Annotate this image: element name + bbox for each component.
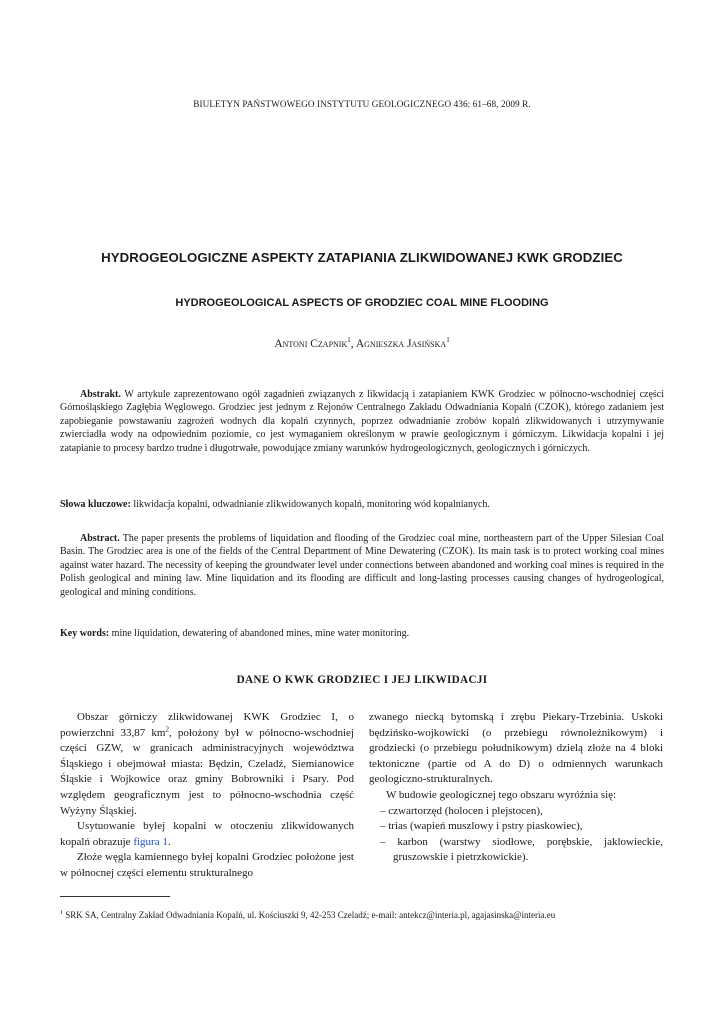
body-paragraph [60,710,354,819]
running-head: BIULETYN PAŃSTWOWEGO INSTYTUTU GEOLOGICZNEGO 436: 61–68, 2009 R. [193,99,531,109]
body-text: Usytuowanie byłej kopalni w otoczeniu zlikwidowanych kopalń obrazuje [60,820,354,848]
keywords-en-text: mine liquidation, dewatering of abandoned mines, mine water monitoring. [109,628,410,639]
body-text: , położony był w północno-wschodniej części GZW, w granicach administracyjnych województwa Śląskiego i obejmował miasta: Będzin, Czeladź, Siemianowice Śląskie i Wojkowice oraz gminy Bobrowniki i Psary. Pod względem geograficznym jest to północno-wschodnia część Wyżyny Śląskiej. [60,726,354,817]
list-item: – karbon (warstwy siodłowe, porębskie, jaklowieckie, gruszowskie i pietrzkowickie). [380,835,663,864]
geology-list [369,804,663,866]
abstract-pl-label: Abstrakt. [80,389,121,400]
body-column-right [369,710,663,866]
author-name: Agnieszka Jasińska [355,337,447,350]
list-item: – trias (wapień muszlowy i pstry piaskowiec), [380,820,583,833]
author-affiliation-marker: 1 [446,336,450,344]
keywords-en-label: Key words: [60,628,110,639]
body-paragraph: Złoże węgla kamiennego byłej kopalni Grodziec położone jest w północnej części elementu strukturalnego [60,851,354,879]
keywords-pl-label: Słowa kluczowe: [60,499,131,510]
paper-title-en: HYDROGEOLOGICAL ASPECTS OF GRODZIEC COAL MINE FLOODING [175,297,549,309]
footnote [60,910,664,920]
abstract-en-label: Abstract. [80,533,120,544]
footnote-divider [60,896,170,897]
body-paragraph: zwanego niecką bytomską i zrębu Piekary-Trzebinia. Uskoki będzińsko-wojkowicki (o przebiegu równoleżnikowym) i grodziecki (o przebiegu południkowym) dzielą złoże na 4 bloki tektoniczne (partie od A do D) o odmiennych warunkach geologiczno-strukturalnych. [369,711,663,786]
superscript: 2 [165,724,169,733]
keywords-pl-text: likwidacja kopalni, odwadnianie zlikwidowanych kopalń, monitoring wód kopalnianych. [130,499,490,510]
body-column-left [60,710,354,882]
abstract-pl-text: W artykule zaprezentowano ogół zagadnień związanych z likwidacją i zatapianiem KWK Grodziec w północno-wschodniej części Górnośląskiego Zagłębia Węglowego. Grodziec jest jednym z Rejonów Centralnego Zakładu Odwadniania Kopalń (CZOK), którego zadaniem jest zapobieganie powstawaniu zagrożeń wodnych dla kopalń czynnych, poprzez odwadnianie zrobów kopalń zlikwidowanych i utrzymywanie zwierciadła wody na odpowiednim poziomie, co jest wymaganiem określonym w prawie geologicznym i górniczym. Likwidacja kopalni i jej zatapianie to procesy bardzo trudne i długotrwałe, powodujące zmiany warunków hydrogeologicznych, geologicznych i górniczych. [60,389,664,454]
abstract-en-text: The paper presents the problems of liquidation and flooding of the Grodziec coal mine, northeastern part of the Upper Silesian Coal Basin. The Grodziec area is one of the fields of the Central Department of Mine Dewatering (CZOK). Its main task is to protect working coal mines against water hazard. The necessity of keeping the groundwater level under connections between abandoned and working coal mines is required in the Polish geological and mining law. Mine liquidation and its flooding are difficult and long-lasting processes causing changes of hydrogeological, geological and mining conditions. [60,533,664,598]
keywords-en [60,627,664,640]
body-paragraph: W budowie geologicznej tego obszaru wyróżnia się: [386,788,617,801]
author-affiliation-marker: 1 [347,336,351,344]
author-list [0,336,724,350]
footnote-text: SRK SA, Centralny Zakład Odwadniania Kopalń, ul. Kościuszki 9, 42-253 Czeladź; e-mail: antekcz@interia.pl, agajasinska@interia.eu [63,910,556,920]
section-heading: DANE O KWK GRODZIEC I JEJ LIKWIDACJI [236,674,488,686]
figure-reference-link[interactable]: figura 1 [133,835,168,848]
body-text: . [167,835,171,848]
author-separator: , [350,337,356,350]
abstract-en [60,532,664,599]
body-text: Obszar górniczy zlikwidowanej KWK Grodziec I, o powierzchni 33,87 km [60,711,354,739]
footnote-marker: 1 [60,910,63,916]
keywords-pl [60,498,664,511]
paper-title-pl: HYDROGEOLOGICZNE ASPEKTY ZATAPIANIA ZLIKWIDOWANEJ KWK GRODZIEC [101,250,623,265]
list-item: – czwartorzęd (holocen i plejstocen), [380,804,543,817]
body-paragraph [60,819,354,850]
author-name: Antoni Czapnik [274,337,348,350]
abstract-pl [60,388,664,455]
